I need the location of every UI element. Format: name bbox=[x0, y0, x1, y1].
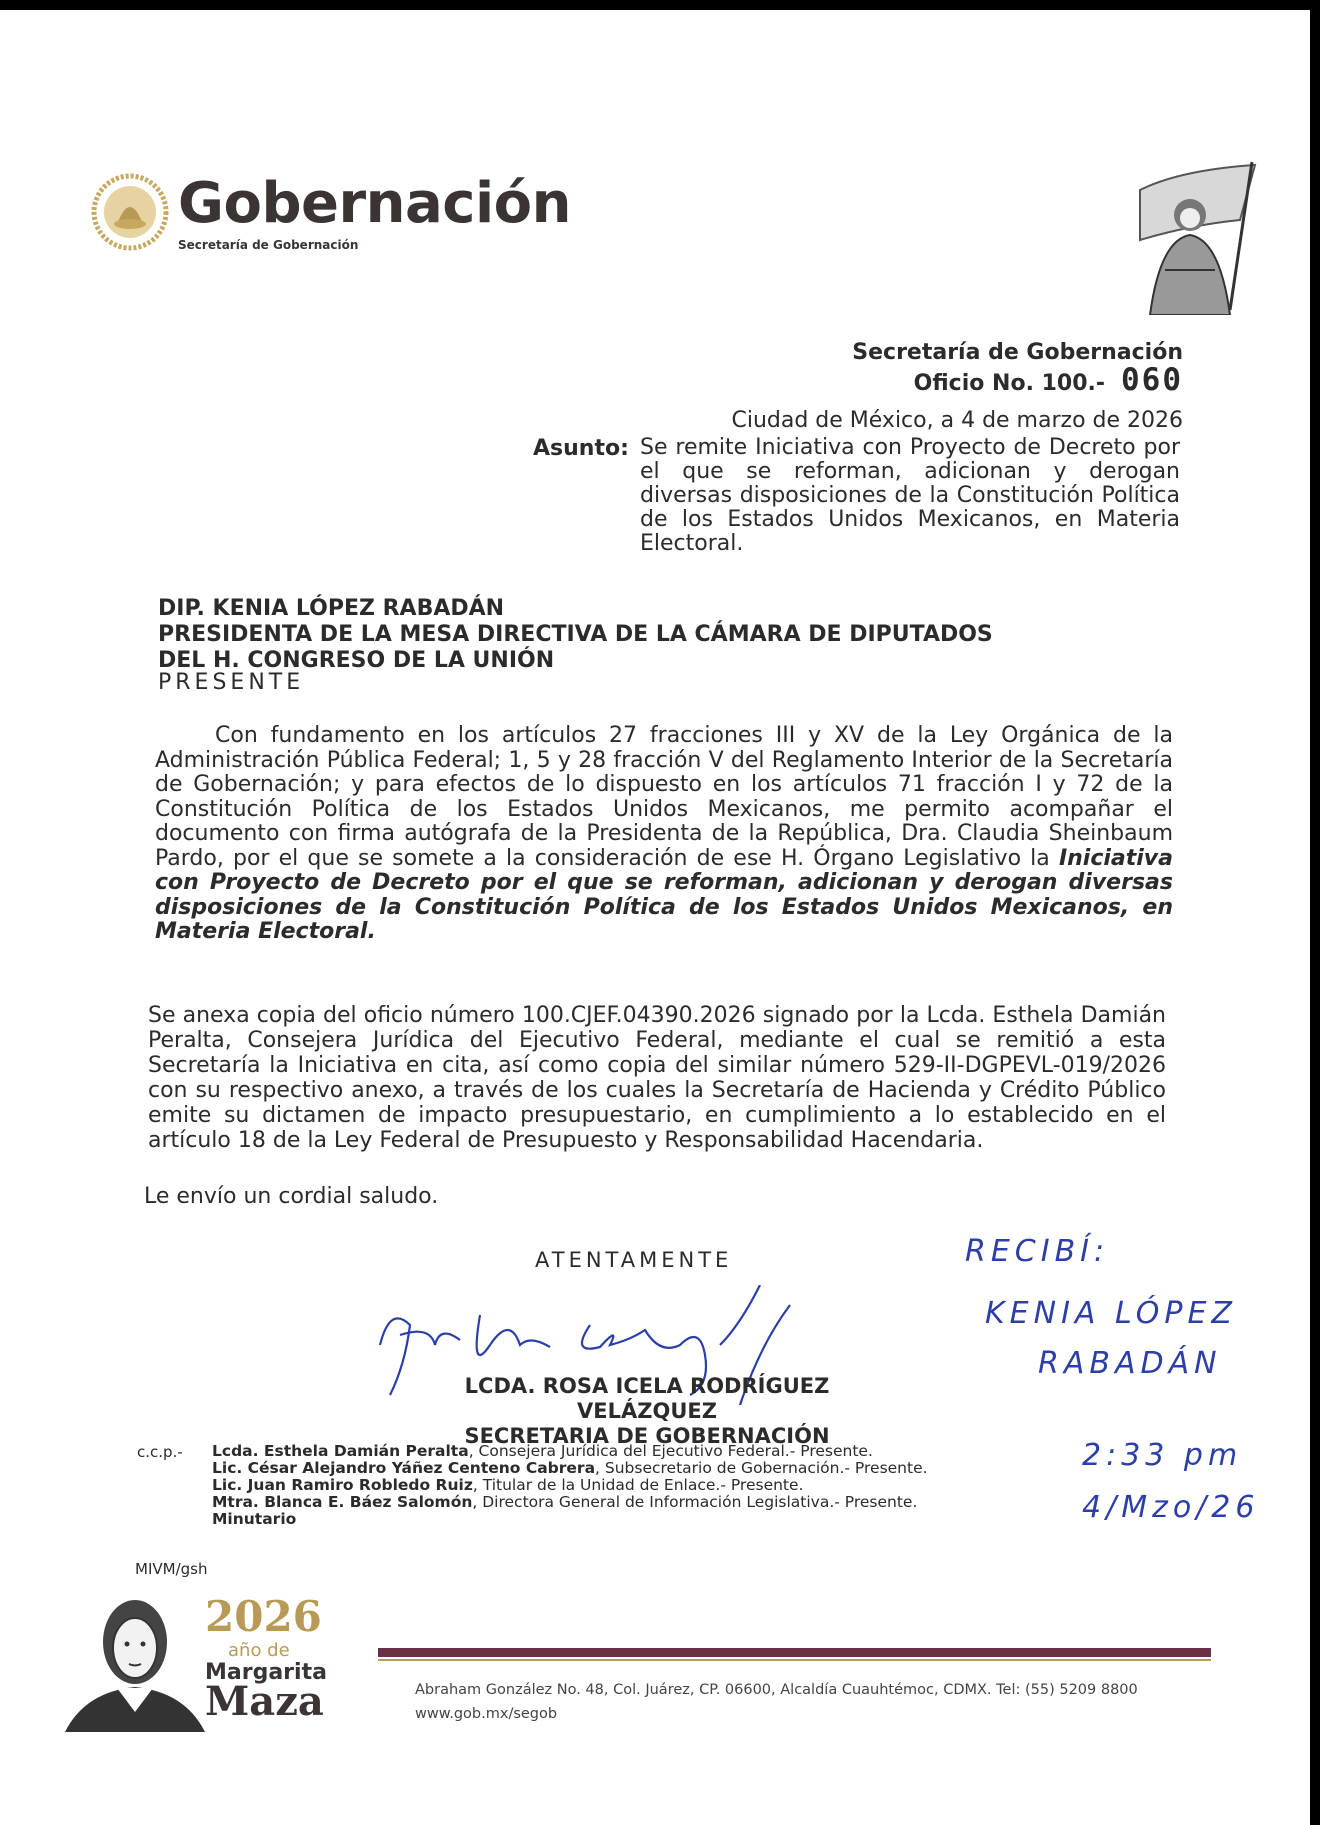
document-date: Ciudad de México, a 4 de marzo de 2026 bbox=[731, 408, 1183, 433]
recipient-title: PRESIDENTA DE LA MESA DIRECTIVA DE LA CÁMARA DE DIPUTADOS bbox=[158, 622, 993, 647]
ccp-name: Lic. César Alejandro Yáñez Centeno Cabrera bbox=[212, 1459, 596, 1477]
recipient-name: DIP. KENIA LÓPEZ RABADÁN bbox=[158, 596, 505, 621]
ccp-item bbox=[212, 1511, 972, 1528]
margarita-maza-portrait-icon bbox=[65, 1582, 205, 1732]
signer-title: SECRETARIA DE GOBERNACIÓN bbox=[464, 1424, 830, 1448]
national-seal-icon bbox=[90, 172, 170, 252]
footer-margarita: Margarita bbox=[205, 1660, 327, 1685]
ccp-item bbox=[212, 1443, 972, 1460]
oficio-line bbox=[914, 362, 1183, 398]
ccp-item bbox=[212, 1477, 972, 1494]
ccp-name: Lcda. Esthela Damián Peralta bbox=[212, 1442, 469, 1460]
oficio-number: 060 bbox=[1121, 362, 1183, 398]
footer-divider-accent bbox=[378, 1659, 1211, 1661]
atentamente: ATENTAMENTE bbox=[535, 1248, 733, 1272]
ccp-item bbox=[212, 1494, 972, 1511]
ccp-name: Mtra. Blanca E. Báez Salomón bbox=[212, 1493, 473, 1511]
ccp-role: , Consejera Jurídica del Ejecutivo Federal.- Presente. bbox=[468, 1442, 873, 1460]
ccp-name: Lic. Juan Ramiro Robledo Ruiz bbox=[212, 1476, 473, 1494]
para1-bold: Iniciativa con Proyecto de Decreto por el que se reforman, adicionan y derogan diversas disposiciones de la Constitución Política de los Estados Unidos Mexicanos, en Materia Electoral. bbox=[155, 845, 1173, 944]
footer-divider bbox=[378, 1648, 1211, 1657]
footer-maza: Maza bbox=[205, 1678, 324, 1725]
oficio-label: Oficio No. 100.- bbox=[913, 371, 1105, 396]
closing-greeting: Le envío un cordial saludo. bbox=[144, 1184, 439, 1209]
ccp-label: c.c.p.- bbox=[137, 1443, 183, 1461]
body-paragraph-1 bbox=[155, 724, 1173, 945]
footer-year: 2026 bbox=[205, 1592, 322, 1641]
ccp-role: , Subsecretario de Gobernación.- Presente. bbox=[595, 1459, 928, 1477]
ccp-role: , Directora General de Información Legislativa.- Presente. bbox=[472, 1493, 918, 1511]
scan-border-top bbox=[0, 0, 1320, 10]
handwritten-time: 2:33 pm bbox=[1082, 1438, 1243, 1473]
para1-text: Con fundamento en los artículos 27 fracciones III y XV de la Ley Orgánica de la Administración Pública Federal; 1, 5 y 28 fracción V del Reglamento Interior de la Secretaría de Gobernación; y para efectos de lo dispuesto en los artículos 71 fracción I y 72 de la Constitución Política de los Estados Unidos Mexicanos, me permito acompañar el documento con firma autógrafa de la Presidenta de la República, Dra. Claudia Sheinbaum Pardo, por el que se somete a la consideración de ese H. Órgano Legislativo la bbox=[155, 723, 1173, 871]
handwritten-recibi: RECIBÍ: bbox=[965, 1234, 1110, 1269]
handwritten-name-2: RABADÁN bbox=[1038, 1346, 1222, 1381]
asunto-label: Asunto: bbox=[533, 436, 629, 461]
ccp-item bbox=[212, 1460, 972, 1477]
ccp-role: , Titular de la Unidad de Enlace.- Presente. bbox=[472, 1476, 804, 1494]
handwritten-name-1: KENIA LÓPEZ bbox=[985, 1296, 1237, 1331]
logo-subtitle: Secretaría de Gobernación bbox=[178, 238, 359, 252]
initials: MIVM/gsh bbox=[135, 1560, 208, 1578]
signer-block bbox=[397, 1374, 897, 1449]
signer-name: LCDA. ROSA ICELA RODRÍGUEZ VELÁZQUEZ bbox=[464, 1374, 830, 1423]
footer-address: Abraham González No. 48, Col. Juárez, CP. 06600, Alcaldía Cuauhtémoc, CDMX. Tel: (55) 5209 8800 bbox=[415, 1682, 1138, 1698]
ccp-name: Minutario bbox=[212, 1510, 297, 1528]
heroine-flag-icon bbox=[1120, 160, 1260, 315]
secretaria-name: Secretaría de Gobernación bbox=[852, 340, 1183, 365]
presente: PRESENTE bbox=[158, 670, 305, 695]
recipient-institution: DEL H. CONGRESO DE LA UNIÓN bbox=[158, 648, 555, 673]
scan-border-right bbox=[1310, 0, 1320, 1825]
handwritten-date: 4/Mzo/26 bbox=[1082, 1490, 1260, 1525]
footer-url[interactable]: www.gob.mx/segob bbox=[415, 1706, 558, 1722]
footer-ano-de: año de bbox=[228, 1640, 290, 1661]
body-paragraph-2: Se anexa copia del oficio número 100.CJEF.04390.2026 signado por la Lcda. Esthela Damián Peralta, Consejera Jurídica del Ejecutivo Federal, mediante el cual se remitió a esta Secretaría la Iniciativa en cita, así como copia del similar número 529-II-DGPEVL-019/2026 con su respectivo anexo, a través de los cuales la Secretaría de Hacienda y Crédito Público emite su dictamen de impacto presupuestario, en cumplimiento a lo establecido en el artículo 18 de la Ley Federal de Presupuesto y Responsabilidad Hacendaria. bbox=[148, 1003, 1166, 1153]
logo-title: Gobernación bbox=[178, 171, 572, 236]
asunto-text: Se remite Iniciativa con Proyecto de Decreto por el que se reforman, adicionan y derogan diversas disposiciones de la Constitución Política de los Estados Unidos Mexicanos, en Materia Electoral. bbox=[640, 435, 1180, 556]
